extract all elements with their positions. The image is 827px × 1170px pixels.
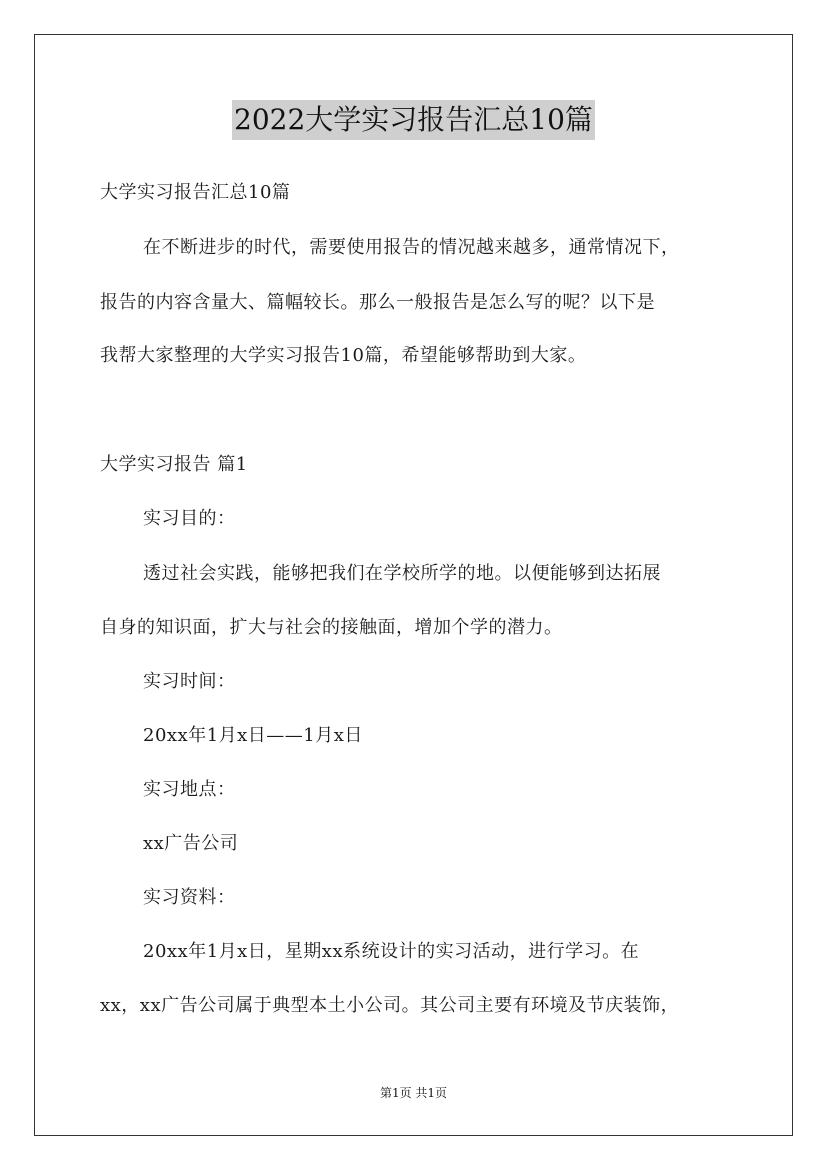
purpose-line-2: 自身的知识面，扩大与社会的接触面，增加个学的潜力。 [100, 617, 563, 638]
title-container [0, 100, 827, 140]
document-title: 2022大学实习报告汇总10篇 [232, 100, 595, 140]
page-footer: 第1页 共1页 [379, 1086, 448, 1100]
intro-line-2: 报告的内容含量大、篇幅较长。那么一般报告是怎么写的呢？以下是 [100, 292, 655, 313]
place-value: xx广告公司 [143, 833, 239, 854]
place-label: 实习地点： [143, 779, 236, 800]
section-heading: 大学实习报告 篇1 [100, 454, 248, 475]
content-line-2: xx，xx广告公司属于典型本土小公司。其公司主要有环境及节庆装饰， [100, 995, 680, 1016]
intro-line-1: 在不断进步的时代，需要使用报告的情况越来越多，通常情况下， [143, 237, 680, 258]
purpose-label: 实习目的： [143, 508, 236, 529]
intro-line-3: 我帮大家整理的大学实习报告10篇，希望能够帮助到大家。 [100, 345, 587, 366]
time-label: 实习时间： [143, 671, 236, 692]
content-label: 实习资料： [143, 887, 236, 908]
content-line-1: 20xx年1月x日，星期xx系统设计的实习活动，进行学习。在 [143, 941, 640, 962]
purpose-line-1: 透过社会实践，能够把我们在学校所学的地。以便能够到达拓展 [143, 563, 661, 584]
document-subtitle: 大学实习报告汇总10篇 [100, 182, 291, 203]
time-value: 20xx年1月x日——1月x日 [143, 725, 363, 746]
